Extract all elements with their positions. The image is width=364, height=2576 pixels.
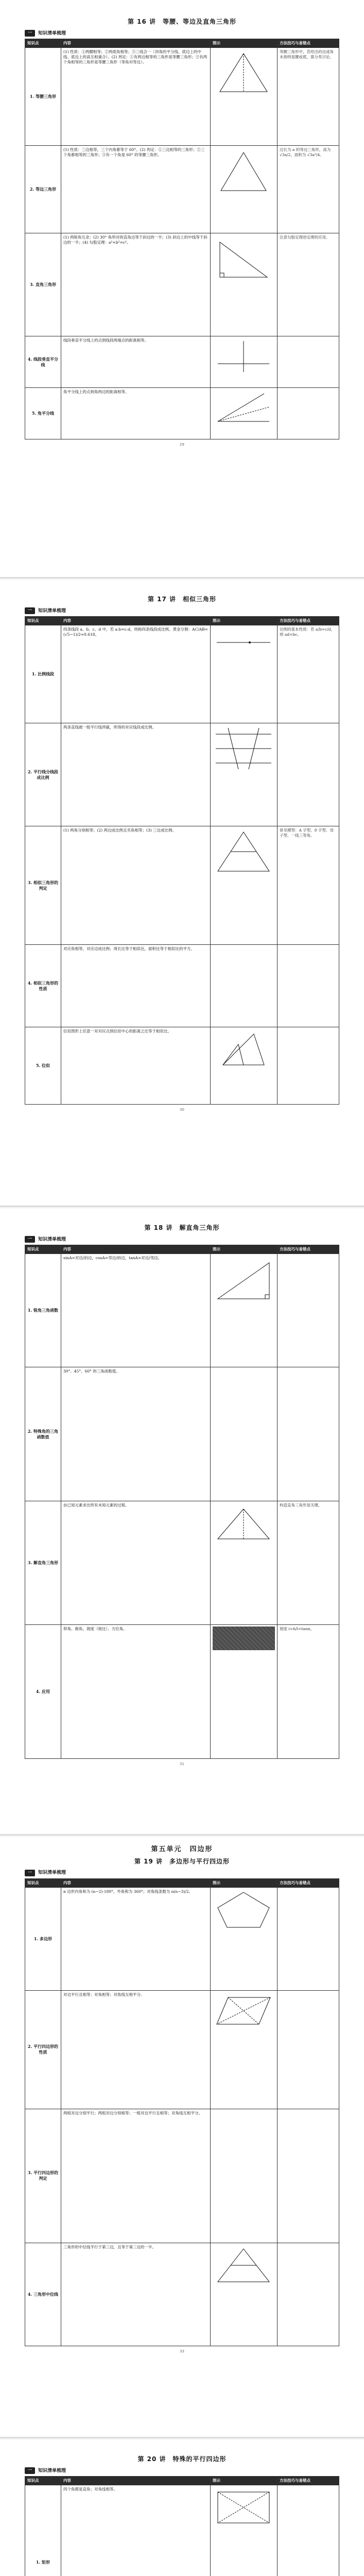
row-figure (211, 1625, 278, 1759)
row-note (278, 2485, 339, 2576)
header-figure: 图示 (211, 39, 278, 47)
section-label: 知识清单梳理 (38, 2468, 66, 2473)
table-row (25, 2485, 339, 2576)
row-note: 常见模型：A 字型、8 字型、母子型、一线三等角。 (278, 826, 339, 945)
row-topic: 2. 等边三角形 (25, 146, 61, 233)
row-figure (211, 1501, 278, 1625)
table-row (25, 1887, 339, 1990)
page-lecture-18 (0, 1206, 364, 1834)
parallel-lines-figure (213, 725, 274, 771)
row-note (278, 1990, 339, 2109)
row-note (278, 1254, 339, 1367)
header-topic: 知识点 (25, 1245, 61, 1253)
section-label: 知识清单梳理 (38, 1870, 66, 1876)
knowledge-table (25, 2476, 339, 2576)
page-lecture-19 (0, 1834, 364, 2437)
rectangle-figure (213, 2487, 274, 2528)
row-topic: 1. 等腰三角形 (25, 48, 61, 146)
row-topic: 3. 解直角三角形 (25, 1501, 61, 1625)
page-number: 33 (180, 2349, 184, 2353)
solve-triangle-figure (213, 1503, 274, 1544)
row-figure (211, 146, 278, 233)
angle-bisector-figure (213, 389, 274, 426)
row-content: 对边平行且相等；对角相等；对角线互相平分。 (61, 1990, 211, 2109)
row-figure (211, 1254, 278, 1367)
section-heading (25, 1236, 339, 1243)
row-content: (1) 性质：①两腰相等；②两底角相等；③三线合一（顶角的平分线、底边上的中线、底边上的高互相重合）。(2) 判定：①有两边相等的三角形是等腰三角形；②有两个角相等的三角形是等腰三角形（等角对等边）。 (61, 48, 211, 146)
row-topic: 1. 比例线段 (25, 625, 61, 723)
section-label: 知识清单梳理 (38, 1236, 66, 1242)
row-figure (211, 1027, 278, 1105)
row-topic: 4. 线段垂直平分线 (25, 336, 61, 388)
header-topic: 知识点 (25, 39, 61, 47)
row-content: 对应角相等，对应边成比例；周长比等于相似比，面积比等于相似比的平方。 (61, 945, 211, 1027)
row-figure (211, 388, 278, 439)
row-topic: 3. 平行四边形的判定 (25, 2109, 61, 2243)
row-topic: 3. 相似三角形的判定 (25, 826, 61, 945)
header-content: 内容 (61, 1245, 211, 1253)
row-figure (211, 1990, 278, 2109)
table-header-row (25, 616, 339, 625)
row-note: 注意勾股定理逆定理的应用。 (278, 233, 339, 336)
row-topic: 3. 直角三角形 (25, 233, 61, 336)
row-figure (211, 625, 278, 723)
perpendicular-bisector-figure (213, 338, 274, 374)
header-topic: 知识点 (25, 2476, 61, 2485)
row-figure (211, 826, 278, 945)
row-figure (211, 945, 278, 1027)
unit-title: 第五单元 四边形 (151, 1845, 213, 1853)
table-row (25, 723, 339, 826)
section-label: 知识清单梳理 (38, 30, 66, 36)
table-header-row (25, 39, 339, 47)
row-content: 三角形的中位线平行于第三边，且等于第三边的一半。 (61, 2243, 211, 2346)
row-note (278, 1027, 339, 1105)
golden-section-figure (213, 627, 274, 658)
section-label: 知识清单梳理 (38, 608, 66, 614)
page-lecture-20 (0, 2437, 364, 2576)
header-note: 方法技巧与易错点 (278, 39, 339, 47)
header-note: 方法技巧与易错点 (278, 1245, 339, 1253)
header-figure: 图示 (211, 2476, 278, 2485)
row-note: 坡度 i=h/l=tanα。 (278, 1625, 339, 1759)
row-topic: 2. 平行线分线段成比例 (25, 723, 61, 826)
row-content: (1) 两角分别相等；(2) 两边成比例且夹角相等；(3) 三边成比例。 (61, 826, 211, 945)
table-row (25, 1367, 339, 1501)
chapter-title: 第 18 讲 解直角三角形 (144, 1224, 220, 1231)
row-note (278, 945, 339, 1027)
row-content: (1) 两锐角互余；(2) 30° 角所对的直角边等于斜边的一半；(3) 斜边上的中线等于斜边的一半；(4) 勾股定理：a²+b²=c²。 (61, 233, 211, 336)
table-row (25, 945, 339, 1027)
chapter-title: 第 19 讲 多边形与平行四边形 (134, 1857, 230, 1865)
row-content: n 边形内角和为 (n−2)·180°，外角和为 360°；对角线条数为 n(n−3)/2。 (61, 1887, 211, 1990)
table-row (25, 1990, 339, 2109)
row-topic: 2. 特殊角的三角函数值 (25, 1367, 61, 1501)
row-note (278, 723, 339, 826)
table-row (25, 625, 339, 723)
header-figure: 图示 (211, 1878, 278, 1887)
table-row (25, 336, 339, 388)
page-number: 30 (180, 1108, 184, 1112)
row-note: 边长为 a 的等边三角形，高为 √3a/2，面积为 √3a²/4。 (278, 146, 339, 233)
table-row (25, 2109, 339, 2243)
section-heading (25, 2467, 339, 2474)
row-note (278, 388, 339, 439)
row-topic: 5. 角平分线 (25, 388, 61, 439)
trig-triangle-figure (213, 1256, 274, 1302)
table-row (25, 1501, 339, 1625)
page-number: 31 (180, 1762, 184, 1767)
header-content: 内容 (61, 616, 211, 625)
row-content: 角平分线上的点到角两边的距离相等。 (61, 388, 211, 439)
row-figure (211, 2243, 278, 2346)
table-row (25, 233, 339, 336)
row-topic: 4. 三角形中位线 (25, 2243, 61, 2346)
knowledge-table (25, 1245, 339, 1759)
knowledge-table (25, 39, 339, 439)
row-content: sinA=对边/斜边，cosA=邻边/斜边，tanA=对边/邻边。 (61, 1254, 211, 1367)
table-row (25, 146, 339, 233)
row-figure (211, 336, 278, 388)
row-content: 四条线段 a、b、c、d 中，若 a:b=c:d，则称四条线段成比例。黄金分割：AC/AB=(√5−1)/2≈0.618。 (61, 625, 211, 723)
header-content: 内容 (61, 39, 211, 47)
row-note (278, 1887, 339, 1990)
header-note: 方法技巧与易错点 (278, 1878, 339, 1887)
header-content: 内容 (61, 2476, 211, 2485)
row-figure (211, 2485, 278, 2576)
similar-triangles-figure (213, 828, 274, 874)
row-figure (211, 1887, 278, 1990)
section-tag: 一 (25, 1236, 35, 1243)
row-content: 线段垂直平分线上的点到线段两端点的距离相等。 (61, 336, 211, 388)
section-tag: 一 (25, 607, 35, 614)
chapter-title: 第 16 讲 等腰、等边及直角三角形 (127, 18, 237, 25)
row-note (278, 2243, 339, 2346)
row-content: (1) 性质：三边相等，三个内角都等于 60°。(2) 判定：①三边相等的三角形；②三个角都相等的三角形；③有一个角是 60° 的等腰三角形。 (61, 146, 211, 233)
section-tag: 一 (25, 30, 35, 37)
chapter-title: 第 20 讲 特殊的平行四边形 (137, 2455, 227, 2463)
homothety-figure (213, 1029, 274, 1070)
section-tag: 一 (25, 2467, 35, 2474)
row-content: 30°、45°、60° 的三角函数值。 (61, 1367, 211, 1501)
table-row (25, 1625, 339, 1759)
row-figure (211, 1367, 278, 1501)
application-photo (213, 1626, 275, 1650)
row-note: 比例的基本性质：若 a/b=c/d，则 ad=bc。 (278, 625, 339, 723)
row-content: 两条直线被一组平行线所截，所得的对应线段成比例。 (61, 723, 211, 826)
row-content: 位似图形上任意一对对应点到位似中心的距离之比等于相似比。 (61, 1027, 211, 1105)
header-topic: 知识点 (25, 1878, 61, 1887)
row-topic: 4. 相似三角形的性质 (25, 945, 61, 1027)
row-note (278, 336, 339, 388)
table-row (25, 48, 339, 146)
row-topic: 2. 平行四边形的性质 (25, 1990, 61, 2109)
table-header-row (25, 2476, 339, 2485)
header-content: 内容 (61, 1878, 211, 1887)
header-figure: 图示 (211, 1245, 278, 1253)
table-row (25, 1027, 339, 1105)
row-topic: 1. 矩形 (25, 2485, 61, 2576)
row-topic: 1. 多边形 (25, 1887, 61, 1990)
row-topic: 4. 应用 (25, 1625, 61, 1759)
table-row (25, 2243, 339, 2346)
page-lecture-17 (0, 577, 364, 1206)
table-header-row (25, 1878, 339, 1887)
row-content: 两组对边分别平行；两组对边分别相等；一组对边平行且相等；对角线互相平分。 (61, 2109, 211, 2243)
table-row (25, 826, 339, 945)
row-content: 仰角、俯角、坡度（坡比）、方位角。 (61, 1625, 211, 1759)
header-topic: 知识点 (25, 616, 61, 625)
section-heading (25, 607, 339, 614)
table-header-row (25, 1245, 339, 1253)
section-tag: 一 (25, 1870, 35, 1876)
row-note: 构造直角三角形是关键。 (278, 1501, 339, 1625)
row-content: 由已知元素求出所有未知元素的过程。 (61, 1501, 211, 1625)
row-topic: 5. 位似 (25, 1027, 61, 1105)
knowledge-table (25, 1878, 339, 2346)
section-heading (25, 30, 339, 37)
row-note (278, 2109, 339, 2243)
row-note (278, 1367, 339, 1501)
midline-figure (213, 2245, 274, 2286)
parallelogram-figure (213, 1992, 274, 2028)
polygon-figure (213, 1889, 274, 1930)
page-number: 29 (180, 443, 184, 447)
equilateral-triangle-figure (213, 147, 274, 194)
row-content: 四个角都是直角；对角线相等。 (61, 2485, 211, 2576)
isosceles-triangle-figure (213, 49, 274, 96)
row-figure (211, 233, 278, 336)
row-figure (211, 48, 278, 146)
row-figure (211, 2109, 278, 2243)
section-heading (25, 1870, 339, 1876)
row-figure (211, 723, 278, 826)
row-note: 等腰三角形中，若给出的边或角未指明是腰或底，需分类讨论。 (278, 48, 339, 146)
table-row (25, 388, 339, 439)
right-triangle-figure (213, 235, 274, 281)
table-row (25, 1254, 339, 1367)
header-note: 方法技巧与易错点 (278, 616, 339, 625)
knowledge-table (25, 616, 339, 1105)
chapter-title: 第 17 讲 相似三角形 (147, 596, 217, 603)
page-lecture-16 (0, 0, 364, 577)
header-figure: 图示 (211, 616, 278, 625)
header-note: 方法技巧与易错点 (278, 2476, 339, 2485)
row-topic: 1. 锐角三角函数 (25, 1254, 61, 1367)
